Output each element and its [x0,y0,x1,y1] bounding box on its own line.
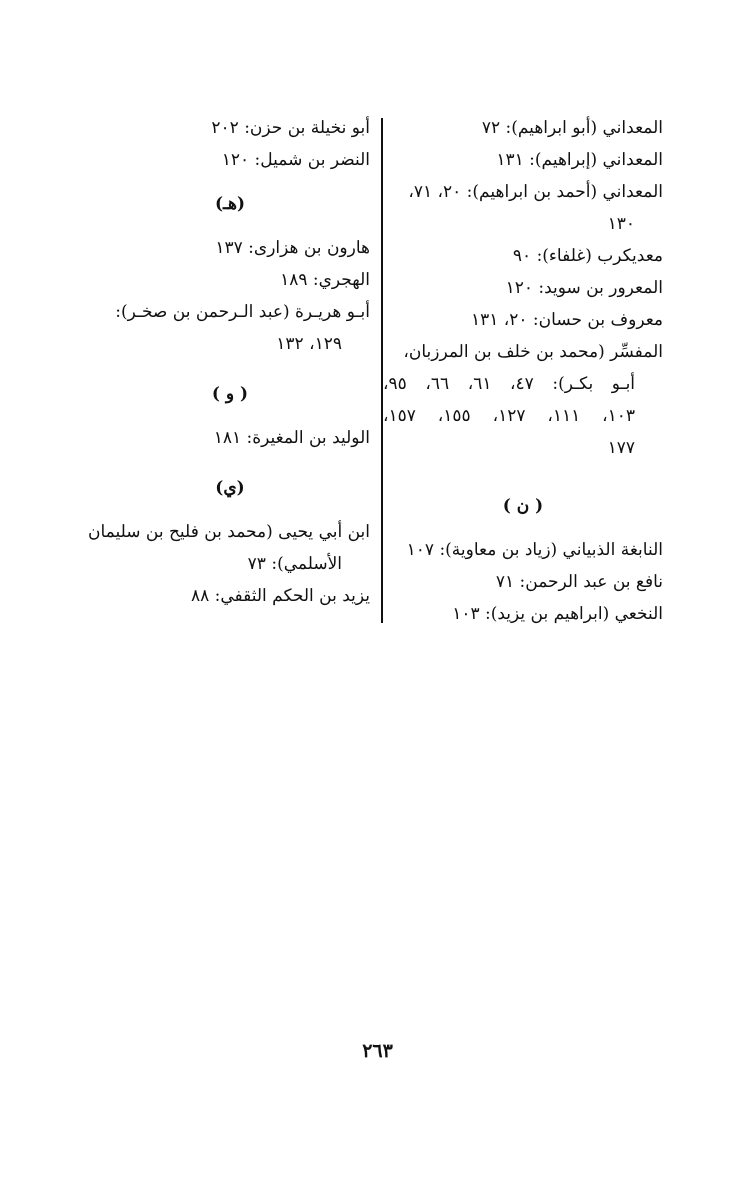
index-entry-continuation: ١٧٧ [607,438,635,458]
index-entry: نافع بن عبد الرحمن: ٧١ [495,572,663,592]
index-entry: يزيد بن الحكم الثقفي: ٨٨ [190,586,370,606]
index-entry-continuation: أبـو بكـر): ٤٧، ٦١، ٦٦، ٩٥، [383,374,636,394]
index-entry: النابغة الذبياني (زياد بن معاوية): ١٠٧ [406,540,663,560]
index-entry-continuation: ١٢٩، ١٣٢ [276,334,342,354]
index-entry: ابن أبي يحيى (محمد بن فليح بن سليمان [87,522,370,542]
index-entry: معديكرب (غلفاء): ٩٠ [512,246,663,266]
index-entry: معروف بن حسان: ٢٠، ١٣١ [470,310,663,330]
page-number: ٢٦٣ [362,1040,393,1062]
index-entry: المعداني (أحمد بن ابراهيم): ٢٠، ٧١، [408,182,663,202]
index-entry-continuation: ١٣٠ [607,214,635,234]
index-entry: الهجري: ١٨٩ [280,270,370,290]
index-entry: هارون بن هزارى: ١٣٧ [215,238,370,258]
section-heading-ya: (ي) [215,478,245,498]
index-entry: أبو نخيلة بن حزن: ٢٠٢ [211,118,370,138]
index-entry: المفسِّر (محمد بن خلف بن المرزبان، [403,342,663,362]
index-entry-continuation: ١٠٣، ١١١، ١٢٧، ١٥٥، ١٥٧، [383,406,636,426]
index-entry: أبـو هريـرة (عبد الـرحمن بن صخـر): [115,302,370,322]
index-entry: النخعي (ابراهيم بن يزيد): ١٠٣ [452,604,663,624]
index-column-left [87,112,370,612]
section-heading-nun: ( ن ) [502,496,544,516]
index-entry: المعداني (أبو ابراهيم): ٧٢ [481,118,663,138]
index-entry: المعداني (إبراهيم): ١٣١ [496,150,663,170]
index-column-right [383,112,663,630]
section-heading-waw: ( و ) [211,384,249,404]
section-heading-ha: (هـ) [214,194,246,214]
column-divider [381,118,383,623]
index-entry: الوليد بن المغيرة: ١٨١ [213,428,370,448]
index-entry: المعرور بن سويد: ١٢٠ [505,278,663,298]
index-entry: النضر بن شميل: ١٢٠ [221,150,370,170]
index-entry-continuation: الأسلمي): ٧٣ [247,554,342,574]
